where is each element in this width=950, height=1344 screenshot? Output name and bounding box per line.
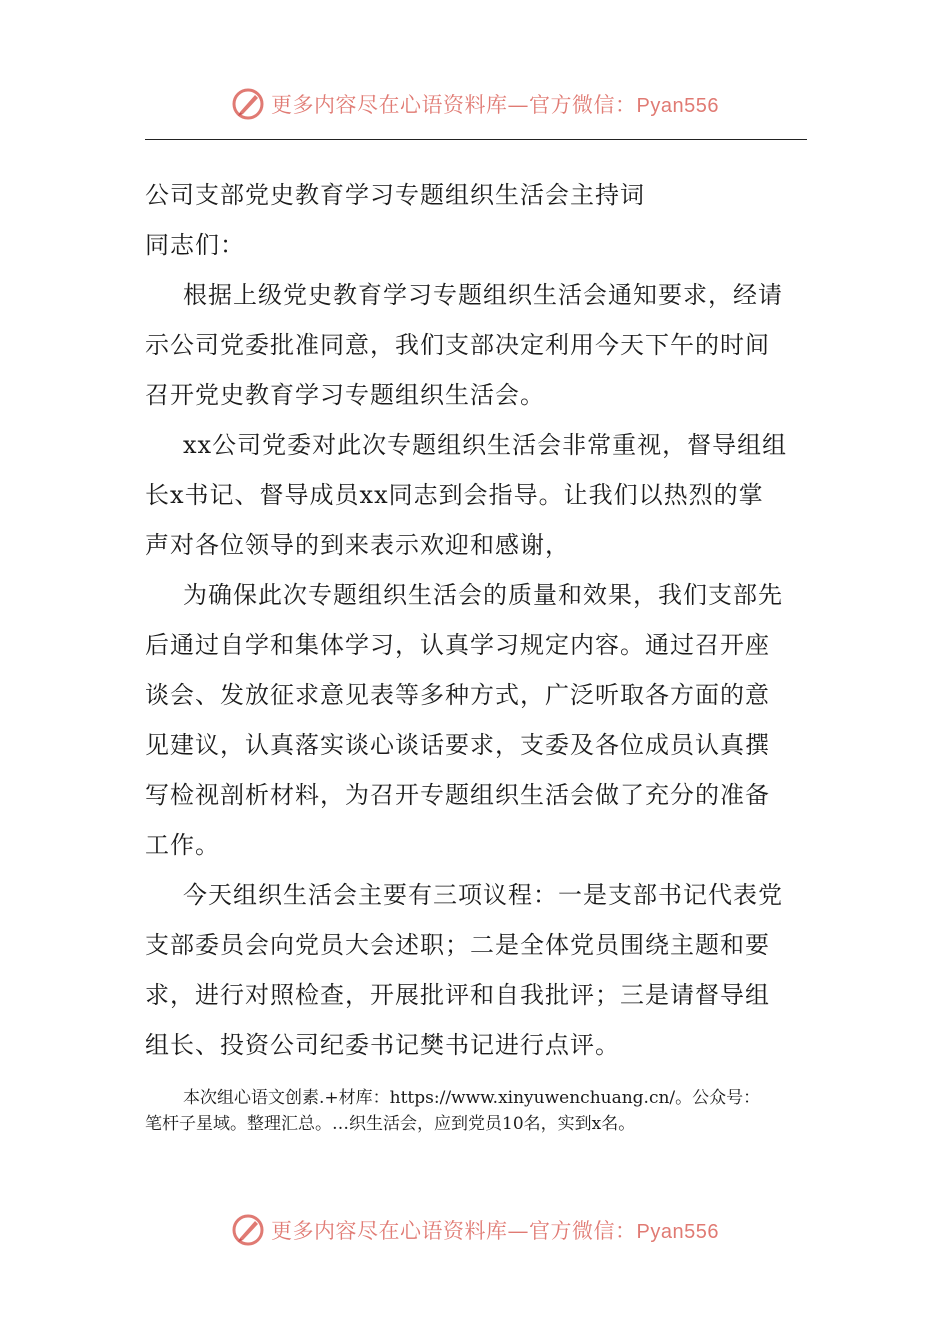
p4-line: 求，进行对照检查，开展批评和自我批评；三是请督导组 — [145, 981, 770, 1009]
p3-line: 工作。 — [145, 831, 220, 859]
p3-line: 写检视剖析材料，为召开专题组织生活会做了充分的准备 — [145, 781, 770, 809]
doc-title: 公司支部党史教育学习专题组织生活会主持词 — [145, 181, 645, 209]
header-banner — [0, 84, 950, 124]
pen-logo-icon — [231, 1213, 265, 1247]
p3-line: 为确保此次专题组织生活会的质量和效果，我们支部先 — [183, 581, 783, 609]
source-note — [145, 1085, 807, 1137]
footer-wechat-id: Pyan556 — [636, 1221, 719, 1243]
p1-line: 召开党史教育学习专题组织生活会。 — [145, 381, 545, 409]
header-wechat-id: Pyan556 — [636, 95, 719, 117]
salutation: 同志们： — [145, 231, 245, 259]
p1-line: 根据上级党史教育学习专题组织生活会通知要求，经请 — [183, 281, 783, 309]
p2-line: xx公司党委对此次专题组织生活会非常重视，督导组组 — [183, 431, 788, 459]
footer-banner — [0, 1210, 950, 1250]
note-line: 笔杆子星域。整理汇总。…织生活会，应到党员10名，实到x名。 — [145, 1114, 636, 1134]
header-banner-text: 更多内容尽在心语资料库—官方微信： — [271, 93, 637, 117]
document-body — [145, 170, 807, 1070]
note-line: 本次组心语文创素.+材库：https://www.xinyuwenchuang.cn/。公众号： — [183, 1088, 761, 1108]
p4-line: 组长、投资公司纪委书记樊书记进行点评。 — [145, 1031, 620, 1059]
pen-logo-icon — [231, 87, 265, 121]
p4-line: 今天组织生活会主要有三项议程：一是支部书记代表党 — [183, 881, 783, 909]
p2-line: 声对各位领导的到来表示欢迎和感谢， — [145, 531, 570, 559]
p3-line: 见建议，认真落实谈心谈话要求，支委及各位成员认真撰 — [145, 731, 770, 759]
p3-line: 谈会、发放征求意见表等多种方式，广泛听取各方面的意 — [145, 681, 770, 709]
footer-banner-text: 更多内容尽在心语资料库—官方微信： — [271, 1219, 637, 1243]
header-divider — [145, 139, 807, 140]
p3-line: 后通过自学和集体学习，认真学习规定内容。通过召开座 — [145, 631, 770, 659]
p2-line: 长x书记、督导成员xx同志到会指导。让我们以热烈的掌 — [145, 481, 764, 509]
p4-line: 支部委员会向党员大会述职；二是全体党员围绕主题和要 — [145, 931, 770, 959]
p1-line: 示公司党委批准同意，我们支部决定利用今天下午的时间 — [145, 331, 770, 359]
